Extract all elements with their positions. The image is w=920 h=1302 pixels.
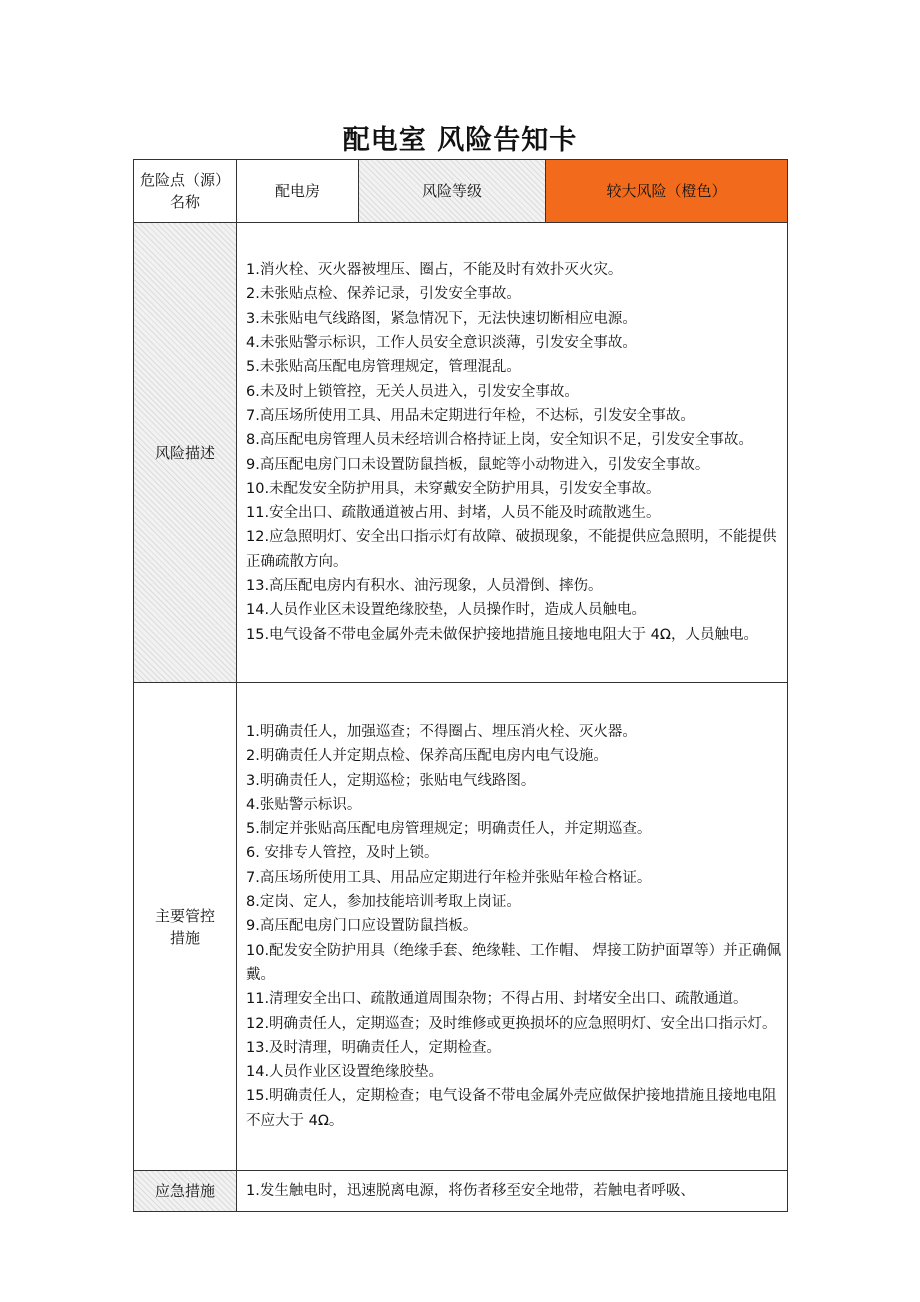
list-item: 9.高压配电房门口未设置防鼠挡板，鼠蛇等小动物进入，引发安全事故。 (246, 456, 710, 473)
risk-level-label: 风险等级 (359, 160, 546, 223)
list-item: 4.未张贴警示标识，工作人员安全意识淡薄，引发安全事故。 (246, 335, 637, 352)
risk-card-table (133, 159, 788, 1212)
list-item: 3.未张贴电气线路图，紧急情况下，无法快速切断相应电源。 (246, 310, 637, 327)
list-item: 8.高压配电房管理人员未经培训合格持证上岗，安全知识不足，引发安全事故。 (246, 432, 753, 449)
list-item: 7.高压场所使用工具、用品未定期进行年检，不达标，引发安全事故。 (246, 407, 695, 424)
emergency-measures-row (134, 1171, 788, 1212)
list-item: 1.发生触电时，迅速脱离电源，将伤者移至安全地带，若触电者呼吸、 (246, 1182, 695, 1199)
emergency-measures-list (237, 1171, 788, 1212)
risk-description-label: 风险描述 (134, 223, 237, 683)
list-item: 6. 安排专人管控，及时上锁。 (246, 845, 439, 862)
list-item: 15.明确责任人，定期检查；电气设备不带电金属外壳应做保护接地措施且接地电阻不应大于 4Ω。 (246, 1088, 777, 1129)
list-item: 8.定岗、定人，参加技能培训考取上岗证。 (246, 894, 521, 911)
risk-description-list (237, 223, 788, 683)
risk-level-value: 较大风险（橙色） (546, 160, 788, 223)
list-item: 15.电气设备不带电金属外壳未做保护接地措施且接地电阻大于 4Ω，人员触电。 (246, 626, 758, 643)
list-item: 5.未张贴高压配电房管理规定，管理混乱。 (246, 359, 521, 376)
header-row (134, 160, 788, 223)
list-item: 11.安全出口、疏散通道被占用、封堵，人员不能及时疏散逃生。 (246, 505, 661, 522)
list-item: 1.明确责任人，加强巡查；不得圈占、埋压消火栓、灭火器。 (246, 723, 637, 740)
list-item: 13.及时清理，明确责任人，定期检查。 (246, 1039, 502, 1056)
list-item: 1.消火栓、灭火器被埋压、圈占，不能及时有效扑灭火灾。 (246, 262, 623, 279)
list-item: 6.未及时上锁管控，无关人员进入，引发安全事故。 (246, 383, 579, 400)
page-title: 配电室 风险告知卡 (342, 125, 578, 156)
control-measures-label: 主要管控措施 (134, 683, 237, 1171)
control-measures-list (237, 683, 788, 1171)
list-item: 5.制定并张贴高压配电房管理规定；明确责任人，并定期巡查。 (246, 821, 652, 838)
list-item: 14.人员作业区设置绝缘胶垫。 (246, 1064, 444, 1081)
emergency-measures-label: 应急措施 (134, 1171, 237, 1212)
list-item: 4.张贴警示标识。 (246, 796, 362, 813)
list-item: 14.人员作业区未设置绝缘胶垫，人员操作时，造成人员触电。 (246, 602, 647, 619)
list-item: 3.明确责任人，定期巡检；张贴电气线路图。 (246, 772, 536, 789)
list-item: 9.高压配电房门口应设置防鼠挡板。 (246, 918, 478, 935)
list-item: 10.配发安全防护用具（绝缘手套、绝缘鞋、工作帽、 焊接工防护面罩等）并正确佩戴。 (246, 942, 782, 983)
hazard-name-value: 配电房 (237, 160, 359, 223)
hazard-name-label: 危险点（源）名称 (134, 160, 237, 223)
list-item: 2.明确责任人并定期点检、保养高压配电房内电气设施。 (246, 748, 608, 765)
risk-description-row (134, 223, 788, 683)
list-item: 7.高压场所使用工具、用品应定期进行年检并张贴年检合格证。 (246, 869, 652, 886)
list-item: 10.未配发安全防护用具，未穿戴安全防护用具，引发安全事故。 (246, 480, 661, 497)
control-measures-row (134, 683, 788, 1171)
list-item: 2.未张贴点检、保养记录，引发安全事故。 (246, 286, 521, 303)
list-item: 11.清理安全出口、疏散通道周围杂物；不得占用、封堵安全出口、疏散通道。 (246, 991, 748, 1008)
list-item: 12.应急照明灯、安全出口指示灯有故障、破损现象，不能提供应急照明，不能提供正确疏散方向。 (246, 529, 777, 570)
list-item: 12.明确责任人，定期巡查；及时维修或更换损坏的应急照明灯、安全出口指示灯。 (246, 1015, 777, 1032)
list-item: 13.高压配电房内有积水、油污现象，人员滑倒、摔伤。 (246, 577, 603, 594)
